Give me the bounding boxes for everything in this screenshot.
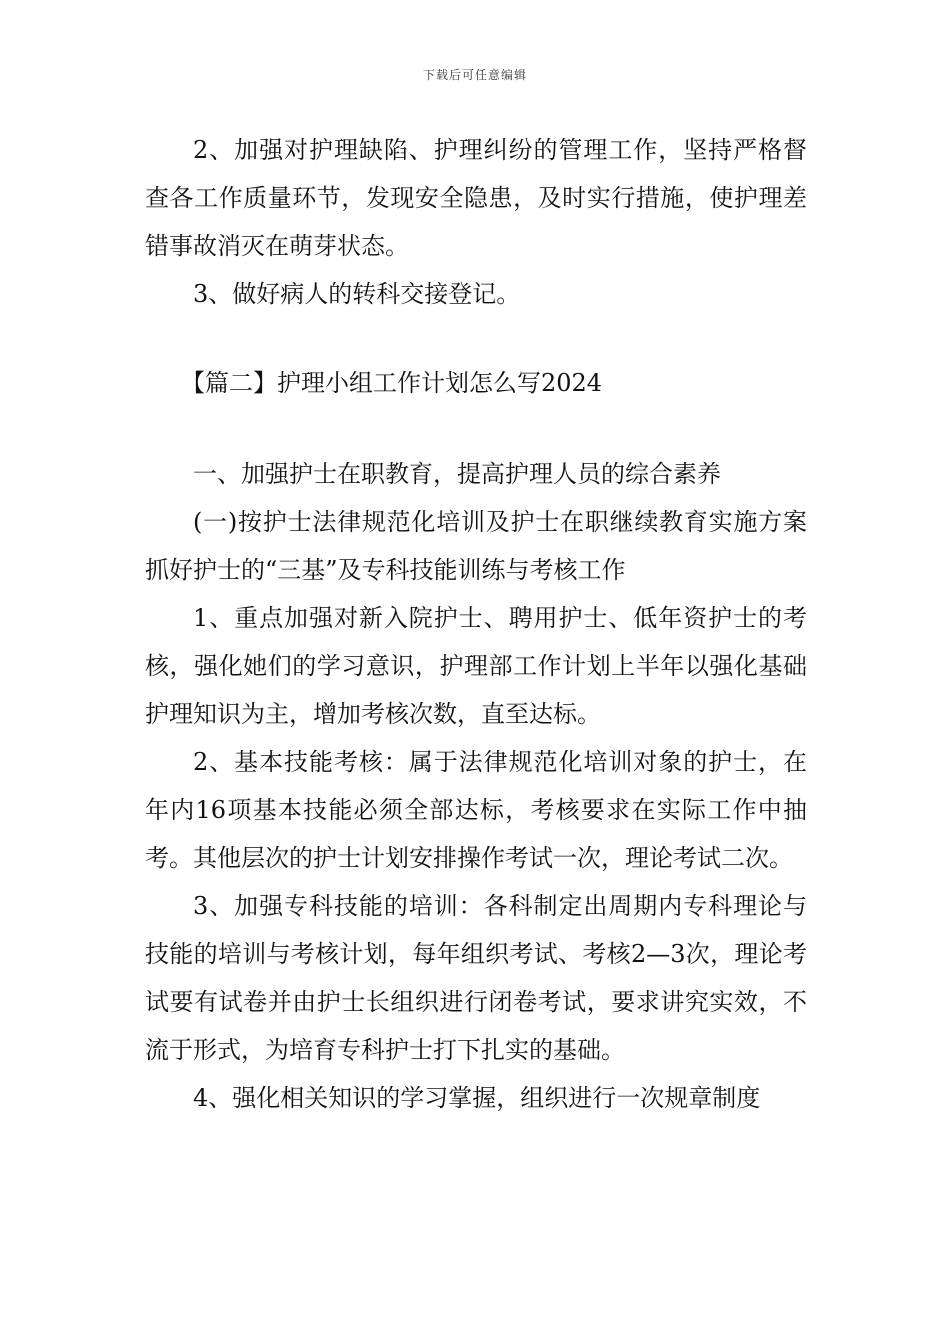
paragraph: 1、重点加强对新入院护士、聘用护士、低年资护士的考核，强化她们的学习意识，护理部工作计划上半年以强化基础护理知识为主，增加考核次数，直至达标。	[145, 604, 807, 728]
paragraph: 4、强化相关知识的学习掌握，组织进行一次规章制度	[193, 1084, 761, 1112]
paragraph: 2、加强对护理缺陷、护理纠纷的管理工作，坚持严格督查各工作质量环节，发现安全隐患，及时实行措施，使护理差错事故消灭在萌芽状态。	[145, 136, 807, 260]
paragraph: 3、加强专科技能的培训：各科制定出周期内专科理论与技能的培训与考核计划，每年组织考试、考核2—3次，理论考试要有试卷并由护士长组织进行闭卷考试，要求讲究实效，不流于形式，为培育专科护士打下扎实的基础。	[145, 892, 807, 1064]
section-title: 【篇二】护理小组工作计划怎么写2024	[181, 369, 603, 397]
section-heading-1: 一、加强护士在职教育，提高护理人员的综合素养	[193, 460, 721, 488]
page-header: 下载后可任意编辑	[422, 68, 527, 82]
subsection-heading: (一)按护士法律规范化培训及护士在职继续教育实施方案抓好护士的“三基”及专科技能训练与考核工作	[145, 508, 807, 584]
document-body	[145, 126, 807, 1122]
paragraph: 2、基本技能考核：属于法律规范化培训对象的护士，在年内16项基本技能必须全部达标，考核要求在实际工作中抽考。其他层次的护士计划安排操作考试一次，理论考试二次。	[145, 748, 807, 872]
paragraph: 3、做好病人的转科交接登记。	[193, 280, 521, 308]
